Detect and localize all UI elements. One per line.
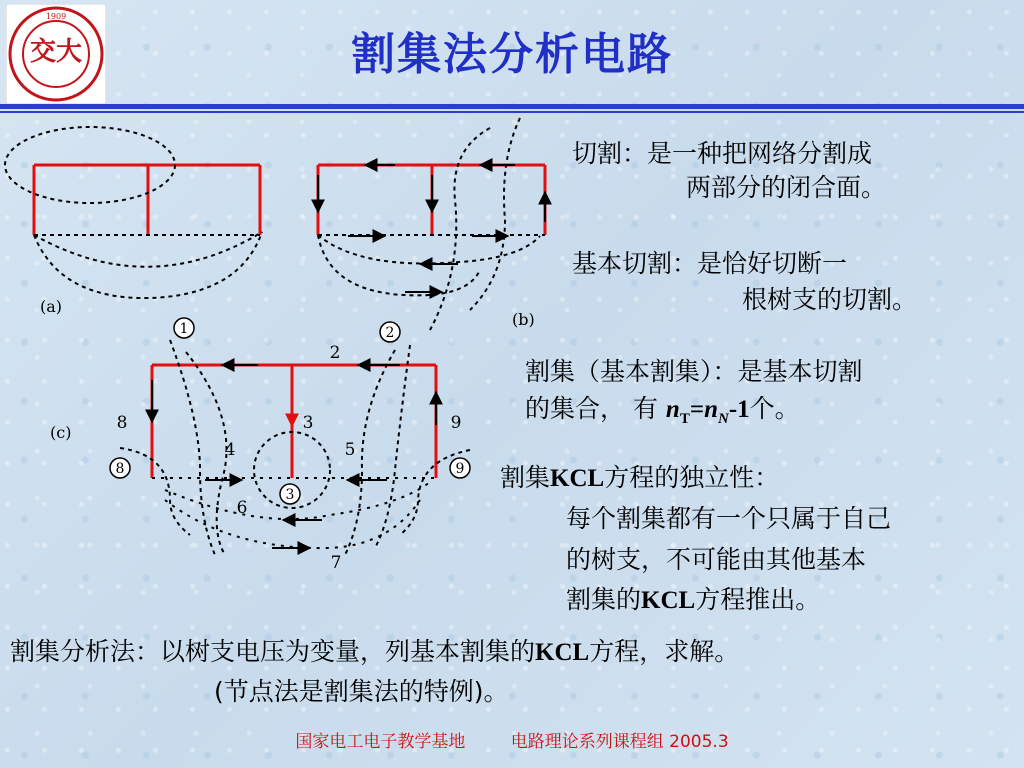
svg-text:交大: 交大 — [29, 37, 83, 67]
footer-left: 国家电工电子教学基地 — [295, 732, 466, 752]
footer — [0, 727, 1024, 752]
node-label-9: 9 — [455, 461, 465, 477]
kcl-line-3: 割集的KCL方程推出。 — [566, 585, 821, 614]
basic-cut-definition: 基本切割：是恰好切断一 — [572, 249, 848, 278]
branch-4: 4 — [224, 440, 236, 460]
figure-b — [318, 118, 545, 330]
node-label-2: 2 — [385, 325, 395, 341]
node-label-1: 1 — [179, 321, 189, 337]
branch-8: 8 — [116, 413, 128, 433]
title-rule — [0, 104, 1024, 109]
figure-c-label: (c) — [50, 423, 72, 442]
logo-year: 1909 — [45, 12, 67, 21]
kcl-line-1: 每个割集都有一个只属于自己 — [566, 504, 892, 533]
branch-6: 6 — [236, 498, 248, 518]
cutset-diagram — [0, 110, 560, 600]
cutset-method: 割集分析法：以树支电压为变量，列基本割集的KCL方程，求解。 — [10, 637, 740, 666]
branch-7: 7 — [330, 553, 342, 573]
figure-c — [50, 318, 470, 573]
footer-right: 电路理论系列课程组 2005.3 — [510, 732, 729, 752]
kcl-line-2: 的树支，不可能由其他基本 — [566, 545, 867, 574]
branch-5: 5 — [344, 440, 356, 460]
basic-cut-definition-line2: 根树支的切割。 — [742, 285, 918, 314]
cutset-count: 的集合， 有 $n_T=n_N-1$个。 — [525, 394, 800, 427]
page-title: 割集法分析电路 — [351, 29, 673, 80]
cutset-method-note: (节点法是割集法的特例)。 — [214, 677, 509, 706]
figure-a-label: (a) — [40, 297, 63, 316]
branch-2: 2 — [329, 343, 341, 363]
cutset-definition: 割集（基本割集）：是基本切割 — [525, 357, 863, 386]
figure-b-label: (b) — [512, 310, 535, 329]
cut-definition: 切割：是一种把网络分割成 — [572, 139, 873, 168]
figure-a — [5, 127, 262, 316]
branch-3: 3 — [302, 413, 314, 433]
node-label-3: 3 — [285, 487, 295, 503]
kcl-independence-title: 割集KCL方程的独立性： — [500, 463, 780, 492]
branch-9: 9 — [450, 413, 462, 433]
cut-definition-line2: 两部分的闭合面。 — [686, 173, 887, 202]
node-label-8: 8 — [115, 461, 125, 477]
